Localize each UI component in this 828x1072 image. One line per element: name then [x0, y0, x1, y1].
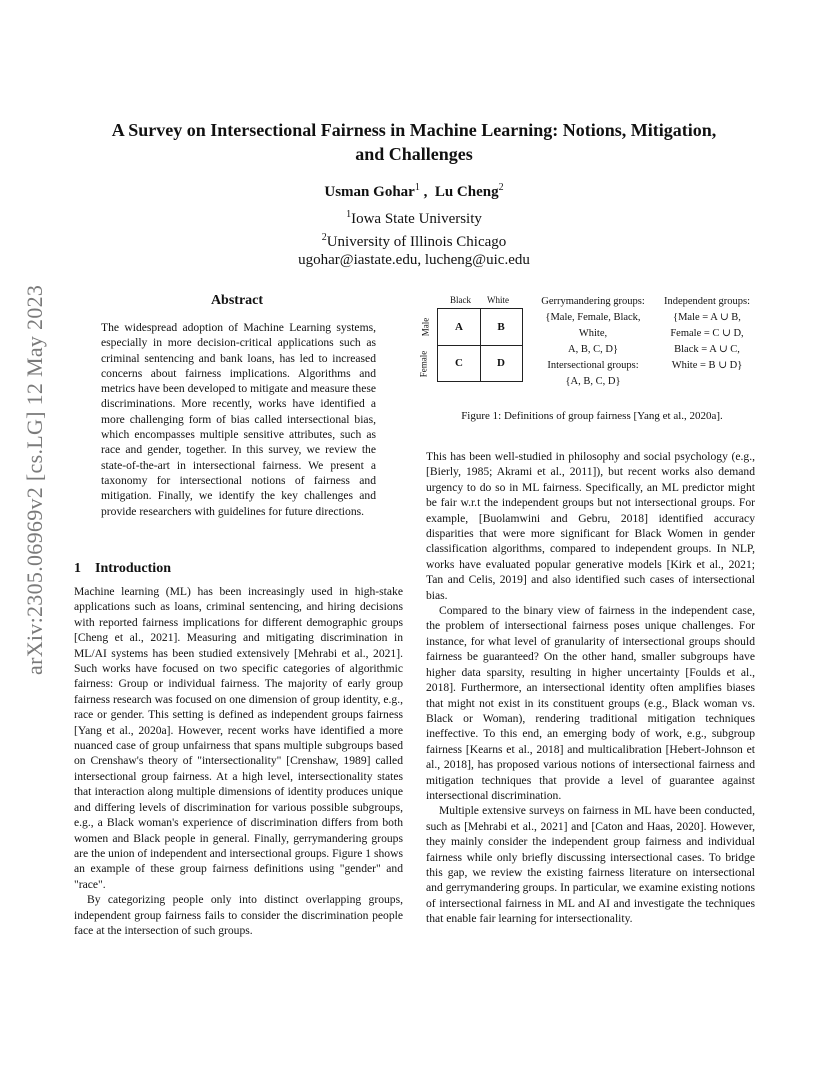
author-name: Lu Cheng [434, 184, 499, 200]
grid-cell-c: C [455, 357, 463, 369]
group-grid [437, 308, 523, 382]
paper-title [60, 118, 768, 166]
row-header-male: Male [420, 317, 431, 337]
section-heading [74, 561, 185, 577]
independent-groups: Independent groups: {Male = A ∪ B, Female = C ∪ D, Black = A ∪ C, White = B ∪ D} [663, 296, 751, 371]
paragraph: Multiple extensive surveys on fairness in ML have been conducted, such as [Mehrabi et al., 2021] and [Caton and Haas, 2020]. However, they mainly consider the independent group fairness and individual fairness while only briefly discussing intersectional cases. To bridge this gap, we review the existing fairness literature on intersectional and gerrymandering groups. In particular, we examine existing notions of intersectional fairness in ML and AI and investigate the techniques that enable fair learning for intersectionality. [426, 804, 755, 926]
paragraph: This has been well-studied in philosophy and social psychology (e.g., [Bierly, 1985; Akrami et al., 2011]), but recent works also demand urgency to do so in ML fairness. Specifically, an ML predictor might be fair w.r.t the independent groups but not intersectional groups. For example, [Buolamwini and Gebru, 2018] identified accuracy disparities that were more significant for Black Women in gender classification algorithms, compared to independent groups. In NLP, works have evaluated popular generative models [Kirk et al., 2021; Tan and Celis, 2019] and also identified such cases of intersectional bias. [426, 450, 755, 602]
row-header-female: Female [418, 350, 429, 378]
paragraph: By categorizing people only into distinct overlapping groups, independent group fairness fails to consider the discrimination people face at the intersection of such groups. [74, 893, 403, 937]
figure-1 [420, 292, 764, 402]
right-column-text [426, 449, 755, 927]
grid-cell-b: B [497, 321, 505, 333]
figure-caption: Figure 1: Definitions of group fairness [Yang et al., 2020a]. [461, 410, 723, 422]
paragraph: Machine learning (ML) has been increasingly used in high-stake applications such as loans, criminal sentencing, and hiring decisions with reported fairness implications for different demographic groups [Cheng et al., 2021]. Measuring and mitigating discrimination in ML/AI systems has been studied extensively [Mehrabi et al., 2021]. Such works have focused on two specific categories of algorithmic fairness: Group or individual fairness. The majority of early group fairness research was focused on one dimension of group identity, e.g., race or gender. This setting is defined as independent groups fairness [Yang et al., 2020a]. However, recent works have identified a more nuanced case of group unfairness that spans multiple subgroups based on Crenshaw's theory of "intersectionality" [Crenshaw, 1989] called intersectional group fairness. At a high level, intersectionality states that interaction along multiple dimensions of identity produces unique and differing levels of discrimination for various possible subgroups, e.g., a Black woman's experience of discrimination differs from both women and Black people in general. Finally, gerrymandering groups are the union of independent and intersectional groups. Figure 1 shows an example of these group fairness definitions using "gender" and "race". [74, 585, 403, 891]
author-name: Usman Gohar [324, 184, 415, 200]
affiliation-1: $^1$Iowa State University [346, 209, 482, 227]
author-emails: ugohar@iastate.edu, lucheng@uic.edu [298, 252, 530, 268]
paragraph: Compared to the binary view of fairness in the independent case, the problem of intersectional fairness poses unique challenges. For instance, for what level of granularity of intersectional groups should fairness be guaranteed? On the other hand, smaller subgroups have higher data sparsity, resulting in higher uncertainty [Foulds et al., 2018]. Furthermore, an intersectional identity often amplifies biases that might not exist in its constituent groups (e.g., Black woman vs. Black or Woman), rendering traditional mitigation techniques ineffective. To this end, an emerging body of work, e.g., subgroup fairness [Kearns et al., 2018] and multicalibration [Hebert-Johnson et al., 2018], has proposed various notions of intersectional fairness and mitigation techniques that provide a level of guarantee against intersectional discrimination. [426, 604, 755, 802]
arxiv-identifier: arXiv:2305.06969v2 [cs.LG] 12 May 2023 [22, 284, 47, 675]
affiliation-2: $^2$University of Illinois Chicago [321, 231, 507, 250]
section-title: Introduction [95, 561, 171, 576]
title-line-1: A Survey on Intersectional Fairness in Machine Learning: Notions, Mitigation, [111, 120, 717, 140]
section-number: 1 [74, 561, 81, 576]
title-line-2: and Challenges [355, 144, 473, 164]
intersectional-groups: Intersectional groups: {A, B, C, D} [547, 360, 639, 387]
author-affil-mark: 1 [414, 182, 420, 193]
author-list: Usman Gohar$^1$ , Lu Cheng$^2$ [324, 182, 504, 200]
grid-cell-a: A [455, 321, 463, 333]
abstract-heading: Abstract [210, 293, 264, 308]
abstract-text: The widespread adoption of Machine Learning systems, especially in more decision-critical applications such as criminal sentencing and bank loans, has led to increased concerns about fairness implications. Algorithms and metrics have been developed to mitigate and measure these discriminations. More recently, works have identified a more challenging form of bias called intersectional bias, which encompasses multiple sensitive attributes, such as race and gender, together. In this survey, we review the state-of-the-art in intersectional fairness. We present a taxonomy for intersectional notions of fairness and mitigation. Finally, we identify the key challenges and provide researchers with guidelines for future directions. [101, 321, 376, 518]
grid-divider [438, 345, 522, 346]
grid-cell-d: D [497, 357, 505, 369]
column-header-white: White [487, 295, 509, 305]
author-affil-mark: 2 [498, 182, 504, 193]
left-column-text [74, 584, 403, 938]
gerrymandering-groups: Gerrymandering groups: {Male, Female, Black, White, A, B, C, D} [541, 296, 645, 355]
column-header-black: Black [450, 295, 471, 305]
affiliations [0, 206, 828, 270]
